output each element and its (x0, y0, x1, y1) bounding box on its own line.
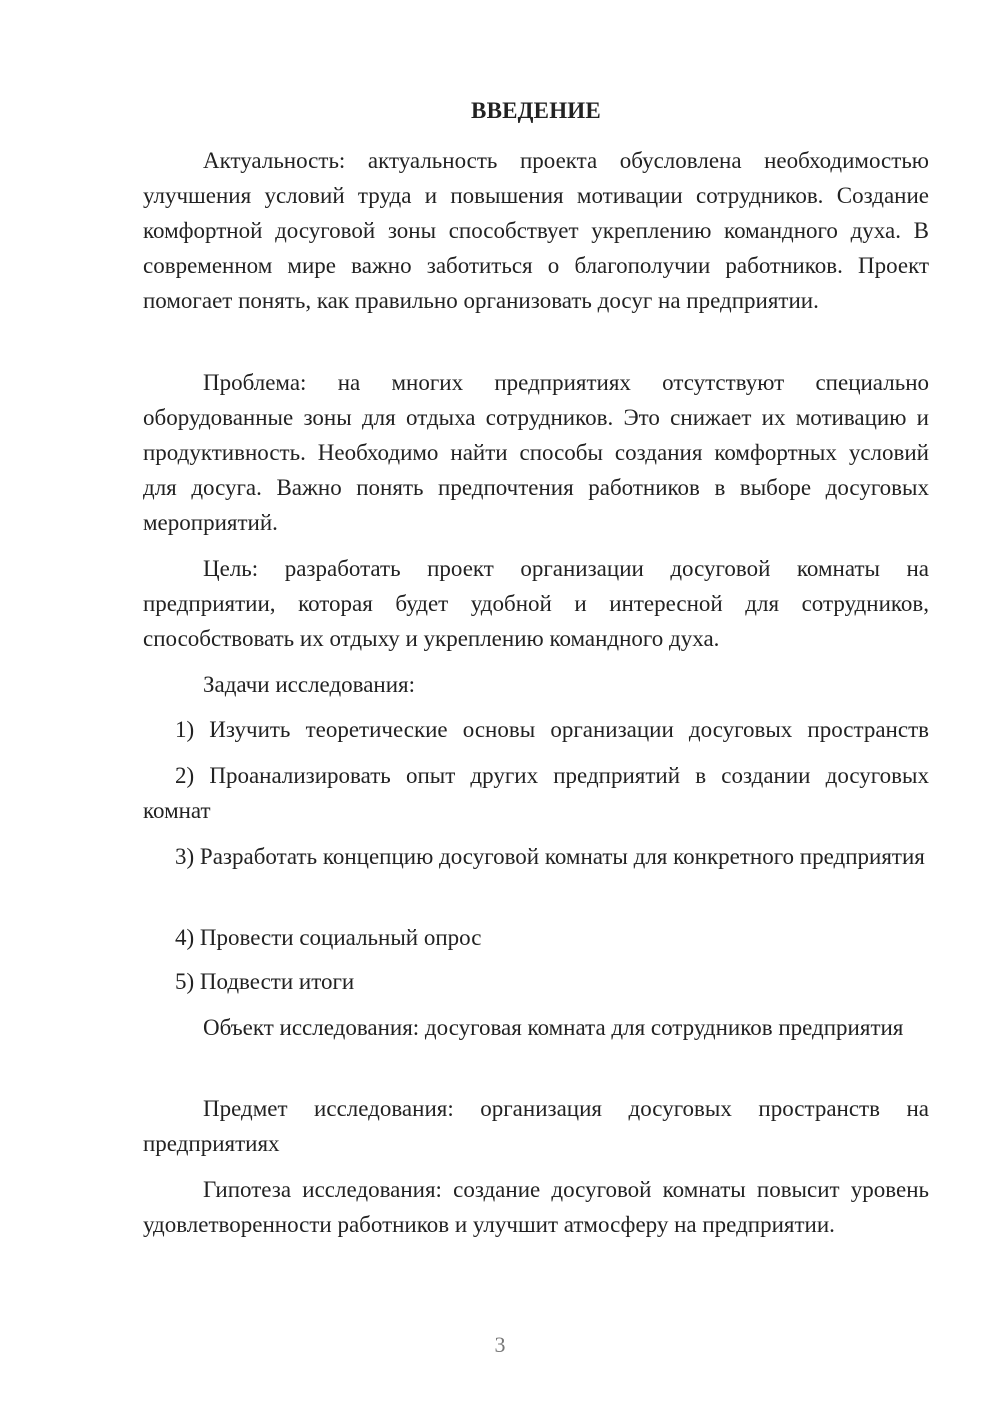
task-item-5: 5) Подвести итоги (175, 969, 355, 994)
task-item-1: 1) Изучить теоретические основы организации досуговых пространств (175, 717, 929, 742)
paragraph-goal: Цель: разработать проект организации досуговой комнаты на предприятии, которая будет удобной и интересной для сотрудников, способствовать их отдыху и укреплению командного духа. (143, 556, 929, 651)
paragraph-problem: Проблема: на многих предприятиях отсутствуют специально оборудованные зоны для отдыха сотрудников. Это снижает их мотивацию и продуктивность. Необходимо найти способы создания комфортных условий для досуга. Важно понять предпочтения работников в выборе досуговых мероприятий. (143, 370, 929, 535)
page-title: ВВЕДЕНИЕ (471, 98, 601, 123)
tasks-heading: Задачи исследования: (203, 672, 416, 697)
task-item-3: 3) Разработать концепцию досуговой комнаты для конкретного предприятия (175, 844, 925, 869)
paragraph-object: Объект исследования: досуговая комната для сотрудников предприятия (203, 1015, 904, 1040)
task-item-4: 4) Провести социальный опрос (175, 925, 482, 950)
paragraph-subject: Предмет исследования: организация досуговых пространств на предприятиях (143, 1096, 929, 1156)
paragraph-hypothesis: Гипотеза исследования: создание досуговой комнаты повысит уровень удовлетворенности работников и улучшит атмосферу на предприятии. (143, 1177, 929, 1237)
paragraph-relevance: Актуальность: актуальность проекта обусловлена необходимостью улучшения условий труда и повышения мотивации сотрудников. Создание комфортной досуговой зоны способствует укреплению командного духа. В современном мире важно заботиться о благополучии работников. Проект помогает понять, как правильно организовать досуг на предприятии. (143, 148, 929, 313)
task-item-2: 2) Проанализировать опыт других предприятий в создании досуговых комнат (143, 763, 929, 823)
page-number: 3 (494, 1332, 506, 1357)
